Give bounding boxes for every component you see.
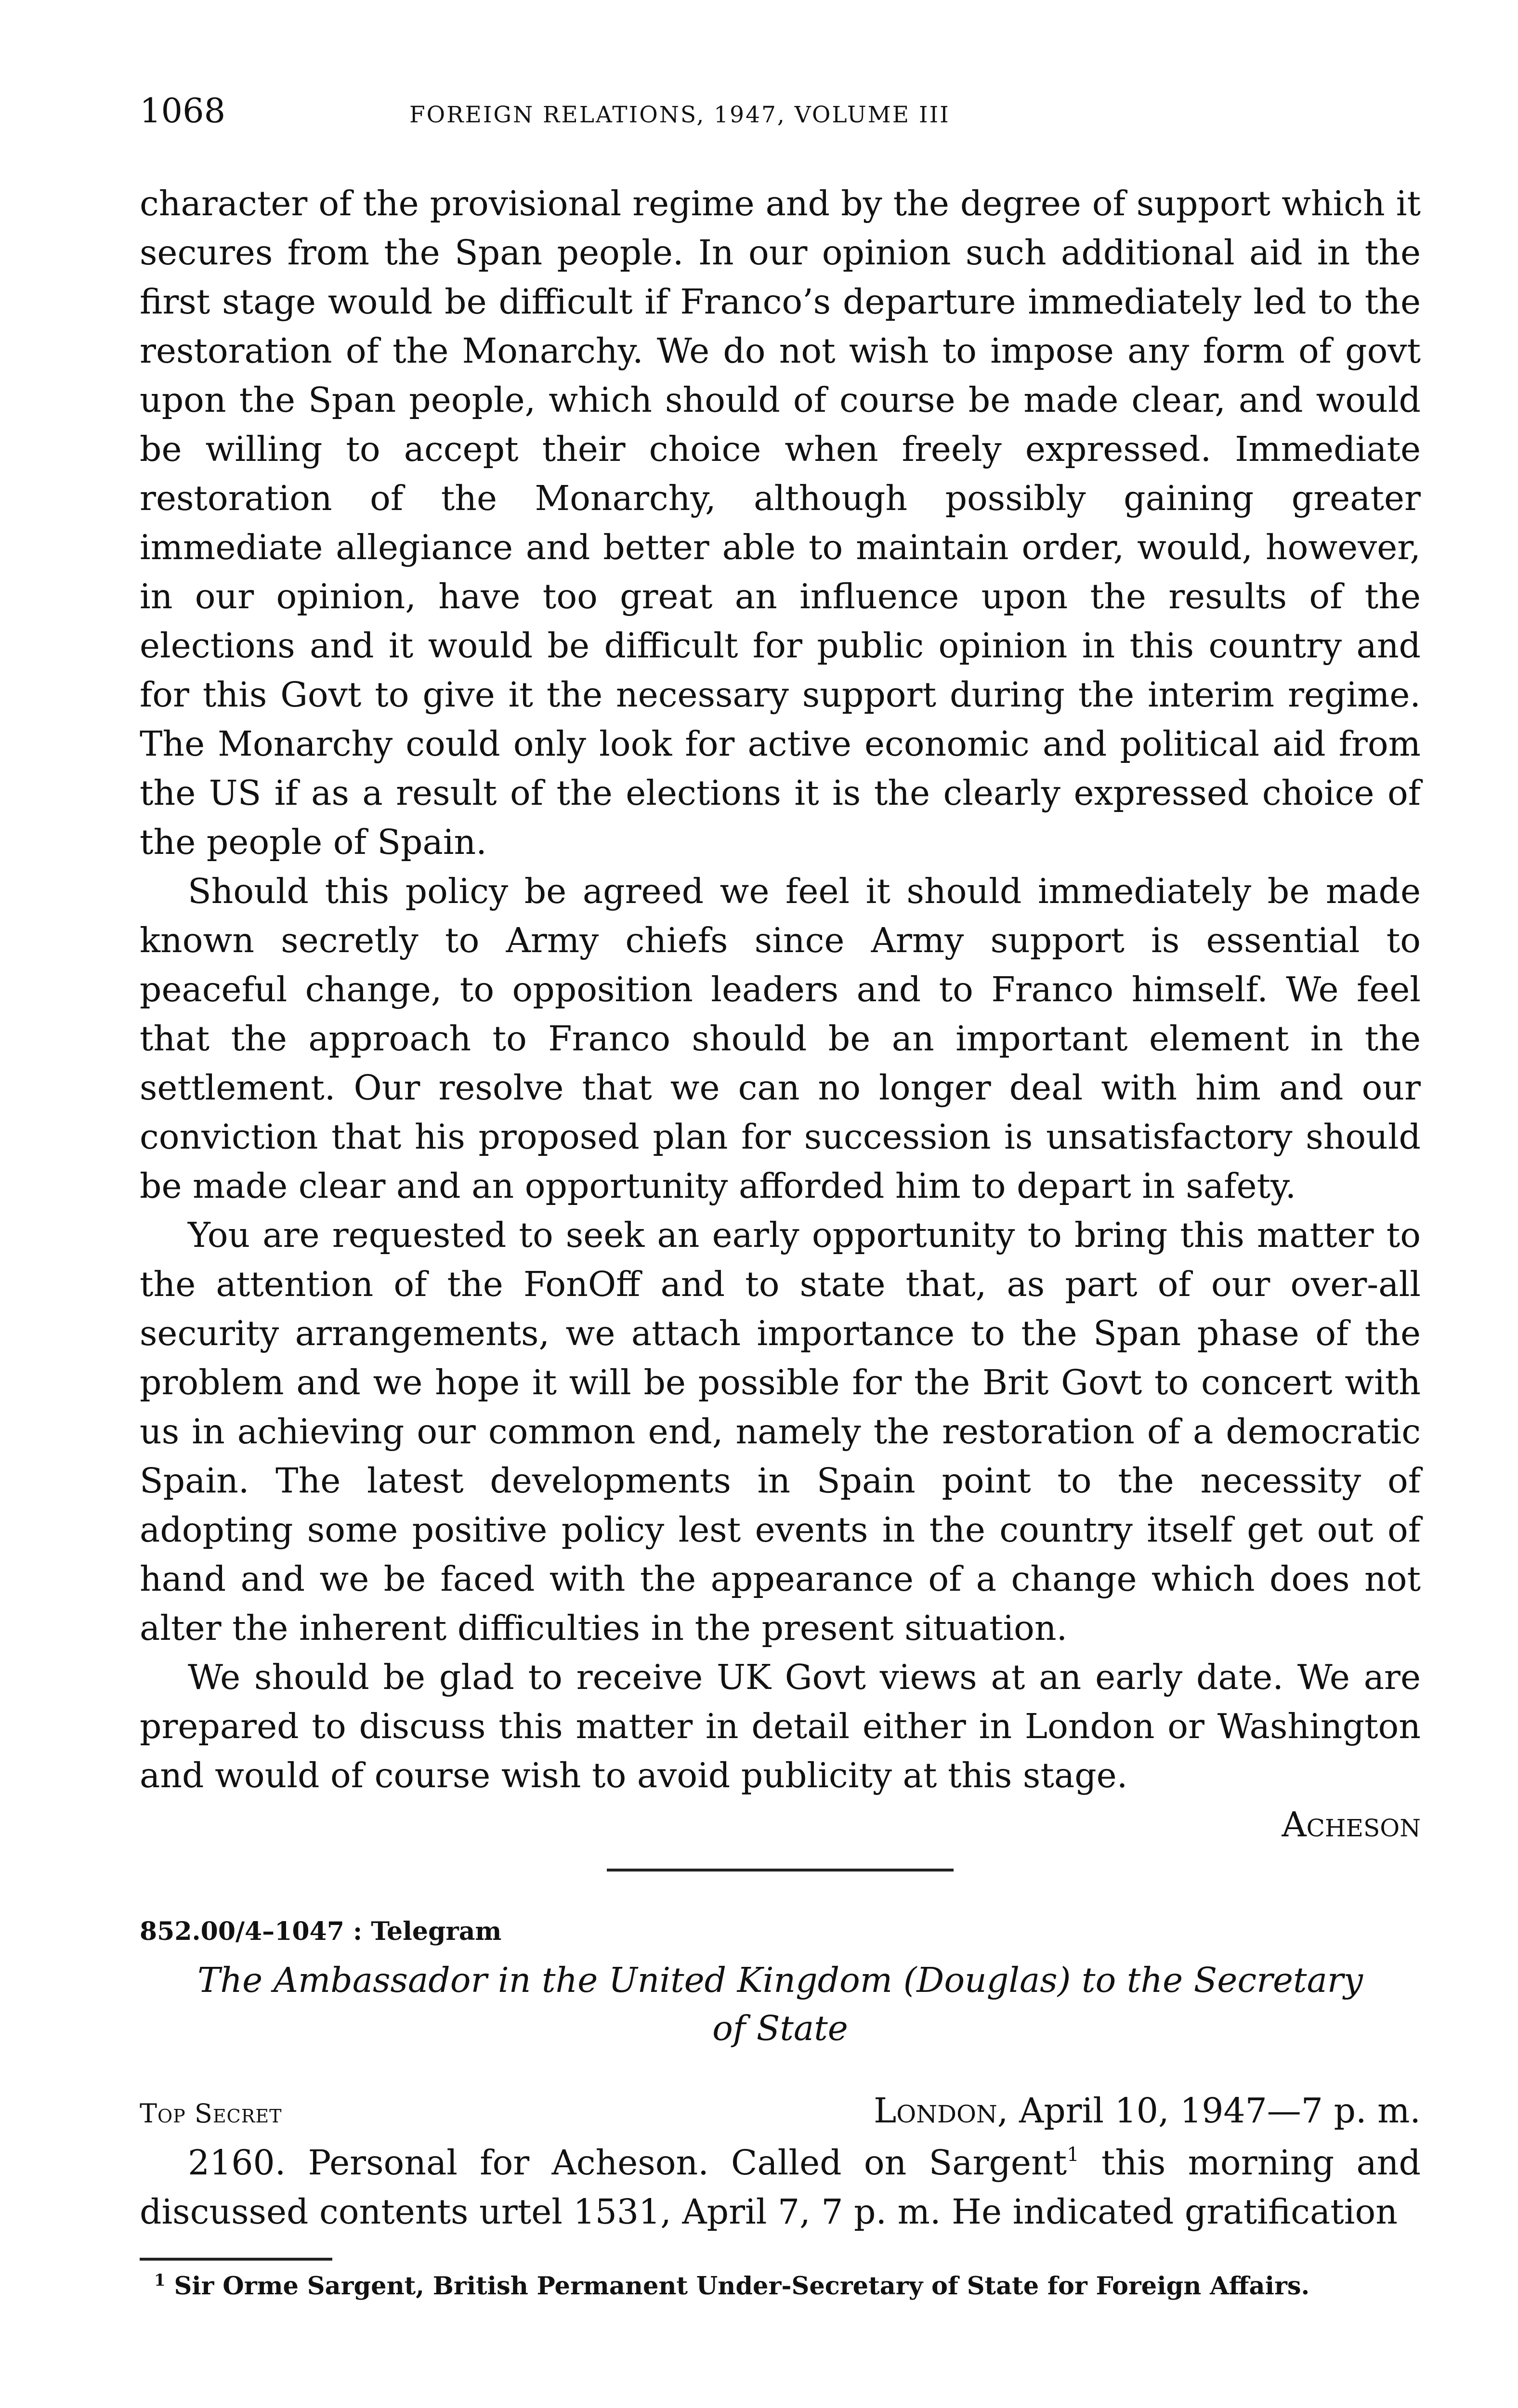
footnote [140,2270,1421,2302]
file-number: 852.00/4–1047 : Telegram [140,1917,502,1946]
footnote-reference: 1 [1067,2144,1079,2166]
footnote-text: Sir Orme Sargent, British Permanent Under-Secretary of State for Foreign Affairs. [174,2272,1310,2301]
date-text: April 10, 1947—7 p. m. [1019,2091,1421,2131]
classification: Top Secret [140,2098,282,2129]
date-line [874,2086,1421,2135]
body-paragraph-3: You are requested to seek an early opportunity to bring this matter to the attention of the FonOff and to state that, as part of our over-all security arrangements, we attach importance to the Span phase of the problem and we hope it will be possible for the Brit Govt to concert with us in achieving our common end, namely the restoration of a democratic Spain. The latest developments in Spain point to the necessity of adopting some positive policy lest events in the country itself get out of hand and we be faced with the appearance of a change which does not alter the inherent difficulties in the present situation. [140,1215,1421,1648]
telegram-text-end: this morning and discussed contents urtel 1531, April 7, 7 p. m. He indicated gratification [140,2143,1421,2232]
page-number: 1068 [140,91,226,131]
document-title: The Ambassador in the United Kingdom (Douglas) to the Secretary of State [197,1960,1363,2048]
signature: Acheson [1282,1805,1421,1845]
telegram-text-start: 2160. Personal for Acheson. Called on Sargent [188,2143,1067,2183]
body-paragraph-4: We should be glad to receive UK Govt views at an early date. We are prepared to discuss this matter in detail either in London or Washington and would of course wish to avoid publicity at this stage. [140,1657,1421,1795]
footnote-divider [140,2258,332,2261]
body-paragraph-2: Should this policy be agreed we feel it should immediately be made known secretly to Army chiefs since Army support is essential to peaceful change, to opposition leaders and to Franco himself. We feel that the approach to Franco should be an important element in the settlement. Our resolve that we can no longer deal with him and our conviction that his proposed plan for succession is unsatisfactory should be made clear and an opportunity afforded him to depart in safety. [140,871,1421,1206]
date-city: London, [874,2091,1008,2131]
dateline [140,2086,1421,2138]
body-paragraph-1: character of the provisional regime and by the degree of support which it secures from the Span people. In our opinion such additional aid in the first stage would be difficult if Franco’s departure immediately led to the restoration of the Monarchy. We do not wish to impose any form of govt upon the Span people, which should of course be made clear, and would be willing to accept their choice when freely expressed. Immediate restoration of the Monarchy, although possibly gaining greater immediate allegiance and better able to maintain order, would, however, in our opinion, have too great an influence upon the results of the elections and it would be difficult for public opinion in this country and for this Govt to give it the necessary support during the interim regime. The Monarchy could only look for active economic and political aid from the US if as a result of the elections it is the clearly expressed choice of the people of Spain. [140,183,1421,862]
telegram-paragraph [140,2138,1421,2237]
footnote-marker: 1 [154,2271,166,2290]
body-text [140,179,1421,2302]
running-head: FOREIGN RELATIONS, 1947, VOLUME III [409,102,950,128]
page-header [140,91,1416,152]
section-divider [607,1869,954,1871]
